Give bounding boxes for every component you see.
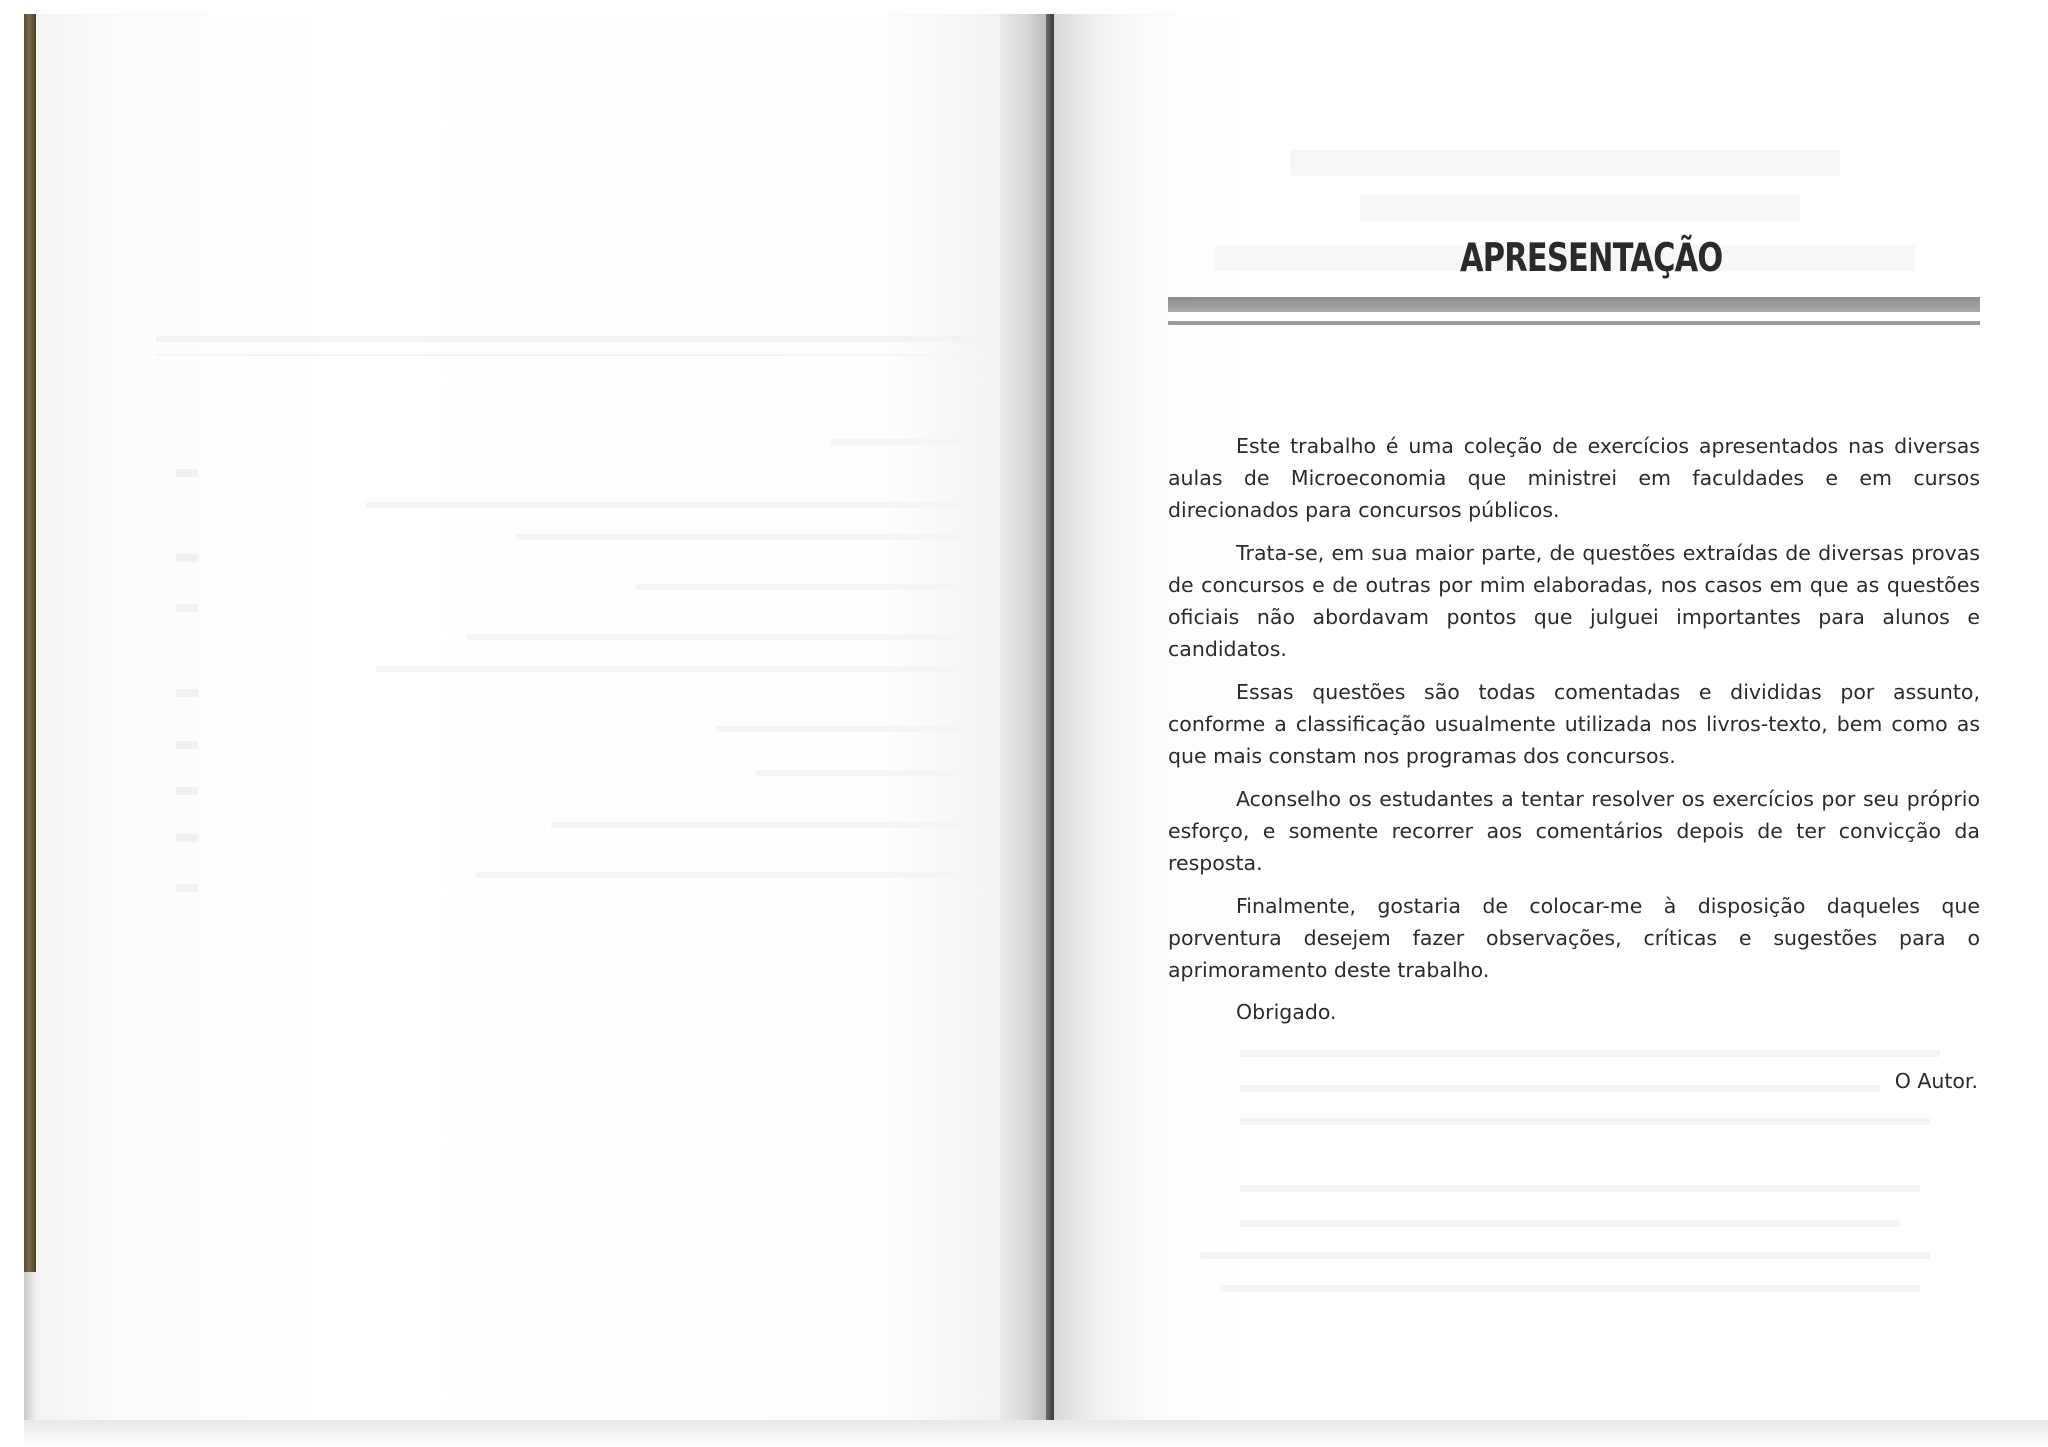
show-through-number [176,469,198,477]
left-page-show-through-rule-thin [156,354,1001,356]
paragraph: Finalmente, gostaria de colocar-me à disposição daqueles que porventura desejem fazer observações, críticas e sugestões para o aprimoramento deste trabalho. [1168,894,1980,982]
title-rule-thick [1168,297,1980,312]
closing-text: Obrigado. [1236,1000,1337,1024]
show-through-heading-line [1360,195,1800,221]
body-text [1168,430,1980,997]
show-through-line [716,726,976,732]
show-through-line [1200,1252,1930,1259]
spine-line [1046,14,1054,1426]
paragraph: Aconselho os estudantes a tentar resolver os exercícios por seu próprio esforço, e somente recorrer aos comentários depois de ter convicção da resposta. [1168,787,1980,875]
show-through-line [516,534,976,540]
title-rule-thin [1168,321,1980,325]
show-through-line [1240,1118,1930,1125]
show-through-number [176,787,198,795]
book-edge-light [24,1272,36,1426]
show-through-number [176,689,198,697]
show-through-line [466,634,976,640]
left-page [36,14,1036,1426]
page-title: APRESENTAÇÃO [1460,236,1723,281]
author-signature: O Autor. [1894,1069,1978,1093]
left-page-show-through-rule [156,336,1001,342]
bottom-page-shadow [24,1420,2048,1447]
show-through-line [1240,1185,1920,1192]
paragraph: Trata-se, em sua maior parte, de questões extraídas de diversas provas de concursos e de outras por mim elaboradas, nos casos em que as questões oficiais não abordavam pontos que julguei importantes para alunos e candidatos. [1168,541,1980,661]
show-through-line [1240,1050,1940,1057]
show-through-line [366,502,976,508]
show-through-line [1220,1285,1920,1292]
paragraph: Este trabalho é uma coleção de exercícios apresentados nas diversas aulas de Microeconomia que ministrei em faculdades e em cursos direcionados para concursos públicos. [1168,434,1980,522]
show-through-line [551,822,976,828]
show-through-line [756,770,976,776]
show-through-line [1240,1085,1880,1092]
show-through-line [636,584,976,590]
show-through-number [176,834,198,842]
show-through-number [176,884,198,892]
show-through-number [176,554,198,562]
show-through-number [176,604,198,612]
book-edge-binding [24,14,36,1426]
show-through-line [831,439,976,445]
paragraph: Essas questões são todas comentadas e divididas por assunto, conforme a classificação usualmente utilizada nos livros-texto, bem como as que mais constam nos programas dos concursos. [1168,680,1980,768]
show-through-line [1240,1220,1900,1227]
show-through-line [476,872,976,878]
show-through-heading-line [1290,150,1840,176]
show-through-line [376,666,976,672]
show-through-number [176,741,198,749]
